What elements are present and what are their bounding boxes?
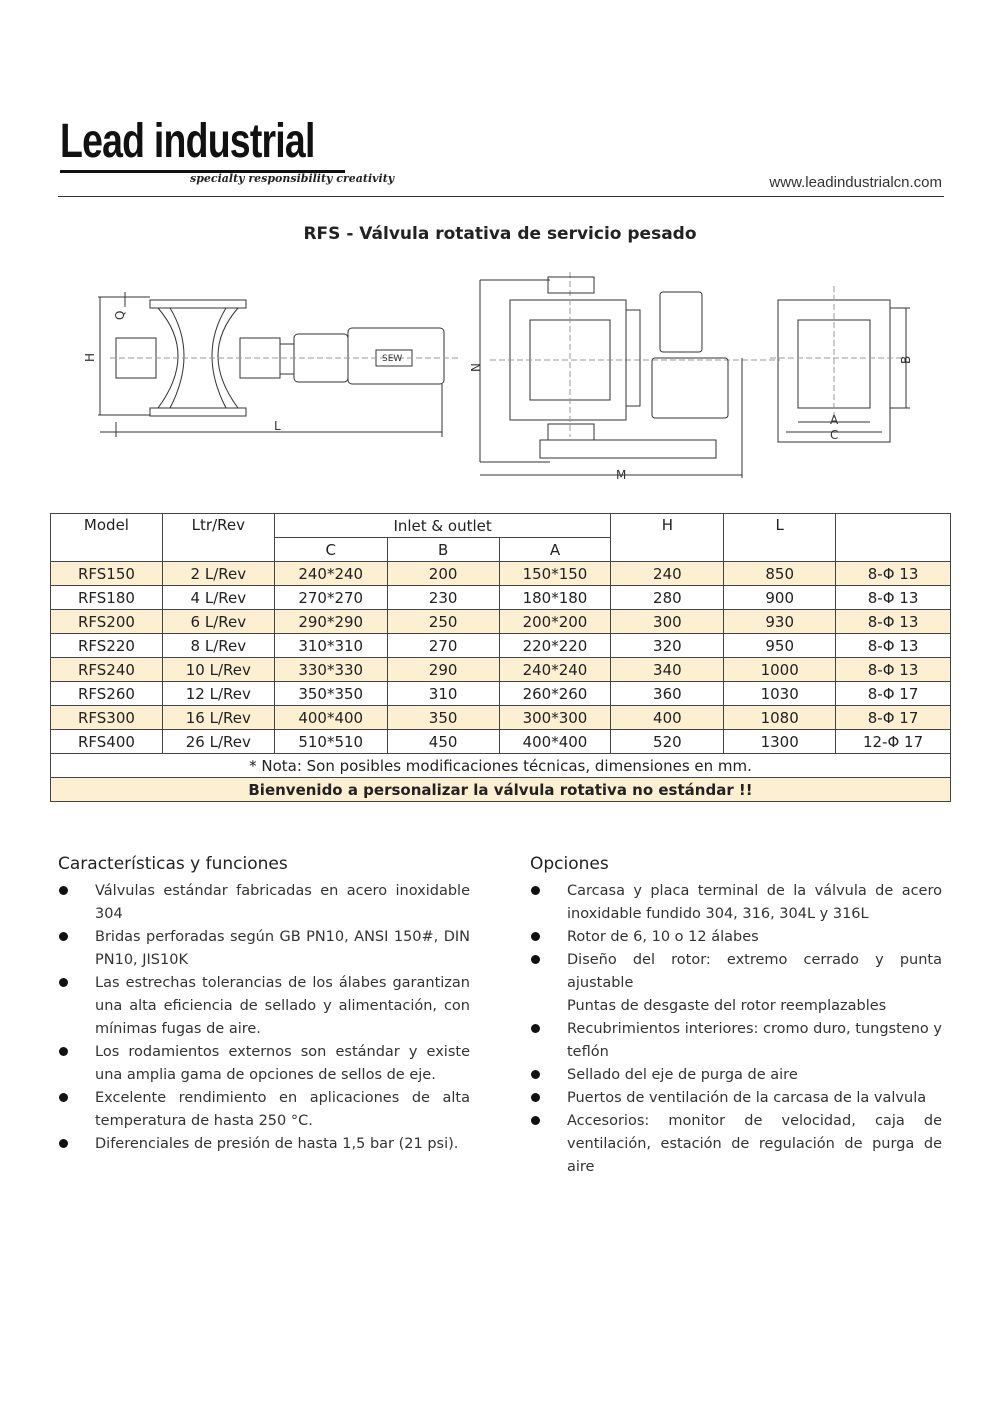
table-note: * Nota: Son posibles modificaciones técnicas, dimensiones en mm. [51,754,951,778]
table-cell: 400*400 [499,730,611,754]
table-cell: 270*270 [274,586,387,610]
header-divider [58,196,944,197]
dim-b-label: B [899,355,913,364]
logo-text: Lead industrial [60,115,315,168]
table-cell: 240*240 [274,562,387,586]
table-cta-row [51,778,951,802]
table-cell: 360 [611,682,724,706]
table-row [51,706,951,730]
table-cell: 16 L/Rev [162,706,274,730]
feature-item: Excelente rendimiento en aplicaciones de alta temperatura de hasta 250 °C. [58,1087,470,1133]
dim-m-label: M [616,468,627,482]
table-cell: 270 [387,634,499,658]
header-inlet-outlet: Inlet & outlet [274,514,611,538]
table-cell: RFS260 [51,682,163,706]
logo [60,110,395,190]
bullet-icon [59,932,68,941]
option-item: Puertos de ventilación de la carcasa de la valvula [530,1087,942,1110]
table-cell: 150*150 [499,562,611,586]
side-view-drawing [98,292,460,437]
options-list [530,880,942,1179]
table-cell: 260*260 [499,682,611,706]
table-cell: 12-Φ 17 [836,730,951,754]
table-row [51,586,951,610]
feature-item: Los rodamientos externos son estándar y existe una amplia gama de opciones de sellos de eje. [58,1041,470,1087]
technical-drawings [80,272,920,487]
table-cell: 950 [724,634,836,658]
header-b: B [387,538,499,562]
dim-h-label: H [83,352,97,362]
table-cell: RFS300 [51,706,163,730]
table-cta: Bienvenido a personalizar la válvula rotativa no estándar !! [51,778,951,802]
table-cell: 8 L/Rev [162,634,274,658]
table-cell: 300*300 [499,706,611,730]
options-section [530,852,942,1179]
table-cell: 2 L/Rev [162,562,274,586]
table-cell: 290 [387,658,499,682]
dim-c-label: C [830,428,839,442]
table-cell: 8-Φ 13 [836,610,951,634]
table-cell: 350*350 [274,682,387,706]
header-l: L [724,514,836,562]
table-cell: RFS180 [51,586,163,610]
option-item: Recubrimientos interiores: cromo duro, tungsteno y teflón [530,1018,942,1064]
table-cell: 26 L/Rev [162,730,274,754]
table-cell: 180*180 [499,586,611,610]
option-item: Diseño del rotor: extremo cerrado y punta ajustable Puntas de desgaste del rotor reemplazables [530,949,942,1018]
header-model: Model [51,514,163,562]
table-cell: 330*330 [274,658,387,682]
table-cell: RFS150 [51,562,163,586]
header-ltr-rev: Ltr/Rev [162,514,274,562]
table-cell: 8-Φ 13 [836,586,951,610]
option-item: Rotor de 6, 10 o 12 álabes [530,926,942,949]
feature-item: Diferenciales de presión de hasta 1,5 bar (21 psi). [58,1133,470,1156]
bullet-icon [531,1070,540,1079]
table-cell: RFS200 [51,610,163,634]
table-cell: 240*240 [499,658,611,682]
features-list [58,880,470,1156]
table-cell: 1300 [724,730,836,754]
table-row [51,658,951,682]
sew-label: SEW [382,354,403,364]
option-rotor-extra: Puntas de desgaste del rotor reemplazables [567,998,887,1014]
table-cell: 230 [387,586,499,610]
bullet-icon [59,1139,68,1148]
table-cell: 450 [387,730,499,754]
table-cell: 280 [611,586,724,610]
website-url[interactable]: www.leadindustrialcn.com [769,174,942,191]
table-cell: 8-Φ 17 [836,706,951,730]
flange-view-drawing [770,286,910,442]
table-cell: RFS240 [51,658,163,682]
option-item: Sellado del eje de purga de aire [530,1064,942,1087]
table-cell: 400 [611,706,724,730]
table-cell: 520 [611,730,724,754]
table-cell: 510*510 [274,730,387,754]
table-cell: 850 [724,562,836,586]
bullet-icon [59,978,68,987]
front-view-drawing [480,272,780,478]
table-row [51,562,951,586]
header-h: H [611,514,724,562]
table-cell: 8-Φ 13 [836,562,951,586]
table-cell: 12 L/Rev [162,682,274,706]
table-row [51,634,951,658]
bullet-icon [531,1093,540,1102]
table-row [51,730,951,754]
table-cell: 1030 [724,682,836,706]
bullet-icon [531,886,540,895]
table-cell: 220*220 [499,634,611,658]
feature-item: Válvulas estándar fabricadas en acero inoxidable 304 [58,880,470,926]
table-cell: 8-Φ 13 [836,634,951,658]
bullet-icon [531,955,540,964]
table-cell: 8-Φ 17 [836,682,951,706]
bullet-icon [59,1047,68,1056]
table-cell: 240 [611,562,724,586]
table-cell: 1080 [724,706,836,730]
bullet-icon [59,1093,68,1102]
header-a: A [499,538,611,562]
dim-l-label: L [274,419,281,433]
bullet-icon [531,932,540,941]
bullet-icon [59,886,68,895]
table-cell: RFS220 [51,634,163,658]
table-cell: 310 [387,682,499,706]
table-cell: 290*290 [274,610,387,634]
table-cell: 250 [387,610,499,634]
table-note-row [51,754,951,778]
header-flange [836,514,951,562]
spec-table [50,513,951,802]
table-cell: 200*200 [499,610,611,634]
bullet-icon [531,1024,540,1033]
table-cell: 400*400 [274,706,387,730]
table-header-row [51,514,951,538]
features-heading: Características y funciones [58,854,288,874]
dim-n-label: N [469,363,483,372]
options-heading: Opciones [530,854,609,874]
table-cell: 300 [611,610,724,634]
table-cell: 1000 [724,658,836,682]
feature-item: Las estrechas tolerancias de los álabes garantizan una alta eficiencia de sellado y alimentación, con mínimas fugas de aire. [58,972,470,1041]
table-cell: 4 L/Rev [162,586,274,610]
table-row [51,682,951,706]
feature-item: Bridas perforadas según GB PN10, ANSI 150#, DIN PN10, JIS10K [58,926,470,972]
table-cell: 200 [387,562,499,586]
table-cell: RFS400 [51,730,163,754]
option-item: Accesorios: monitor de velocidad, caja de ventilación, estación de regulación de purga de aire [530,1110,942,1179]
bullet-icon [531,1116,540,1125]
option-item: Carcasa y placa terminal de la válvula de acero inoxidable fundido 304, 316, 304L y 316L [530,880,942,926]
table-cell: 310*310 [274,634,387,658]
table-cell: 10 L/Rev [162,658,274,682]
dim-a-label: A [830,413,839,427]
table-cell: 900 [724,586,836,610]
table-cell: 340 [611,658,724,682]
table-cell: 350 [387,706,499,730]
table-cell: 8-Φ 13 [836,658,951,682]
header-c: C [274,538,387,562]
page-title: RFS - Válvula rotativa de servicio pesado [303,224,697,244]
table-cell: 320 [611,634,724,658]
dim-q-label: Q [113,310,127,320]
features-section [58,852,470,1156]
logo-tagline: specialty responsibility creativity [190,172,395,185]
table-cell: 6 L/Rev [162,610,274,634]
drawing-svg [80,272,920,487]
table-cell: 930 [724,610,836,634]
table-row [51,610,951,634]
